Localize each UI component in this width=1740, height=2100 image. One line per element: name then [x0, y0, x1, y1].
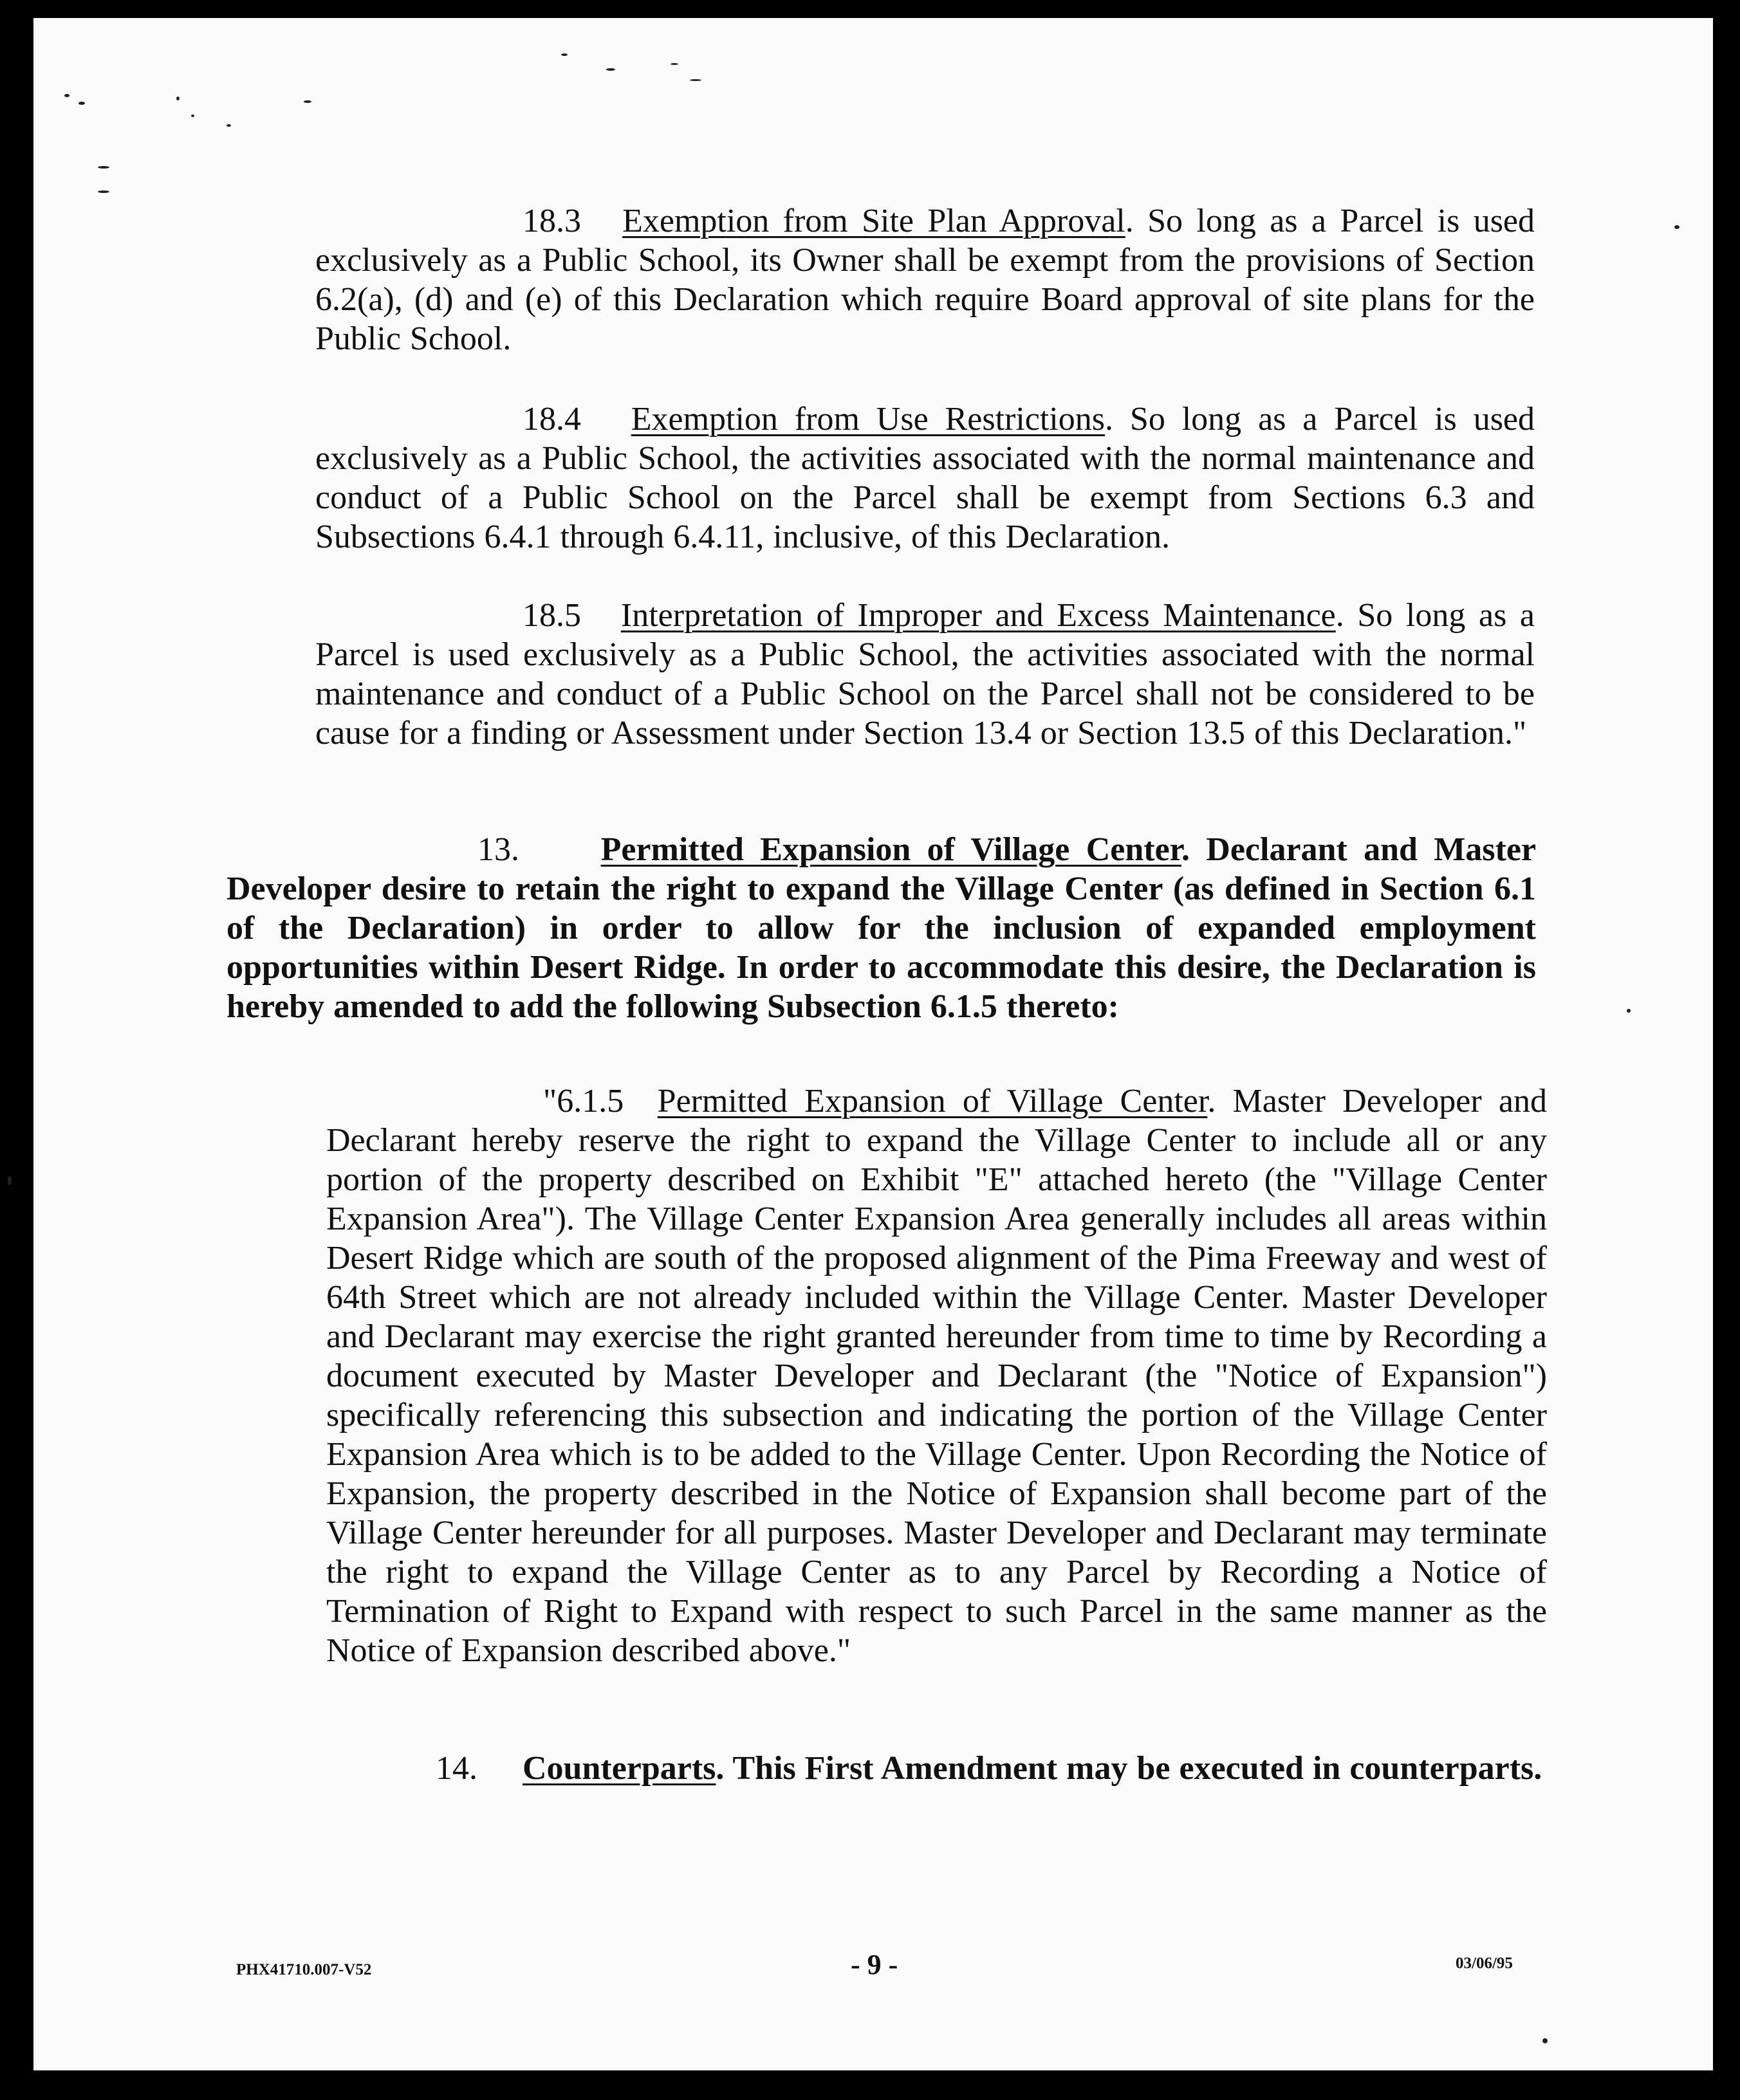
section-body: . So long as a Parcel is used exclusively as a Public School, the activities associated with the normal maintenance and conduct of a Public School on the Parcel shall not be considered to be cause for a finding or Assessment under Section 13.4 or Section 13.5 of this Declaration." [315, 597, 1535, 751]
section-number: 18.4 [523, 401, 581, 438]
section-body: . So long as a Parcel is used exclusively as a Public School, its Owner shall be exempt from the provisions of Section 6.2(a), (d) and (e) of this Declaration which require Board approval of site plans for the Public School. [315, 203, 1535, 357]
scan-speck [227, 124, 231, 127]
section-heading: Permitted Expansion of Village Center [657, 1083, 1208, 1119]
section-number: 14. [436, 1750, 477, 1787]
document-page [33, 18, 1713, 2070]
scan-speck [1627, 1009, 1631, 1013]
section-heading: Permitted Expansion of Village Center [600, 831, 1181, 868]
section-heading: Exemption from Site Plan Approval [622, 203, 1125, 239]
subsection-6-1-5 [326, 1082, 1547, 1670]
section-body: . So long as a Parcel is used exclusively as a Public School, the activities associated with the normal maintenance and conduct of a Public School on the Parcel shall be exempt from Sections 6.3 and Subsections 6.4.1 through 6.4.11, inclusive, of this Declaration. [315, 401, 1535, 555]
section-body: . This First Amendment may be executed in counterparts. [716, 1750, 1542, 1787]
page-number: - 9 - [851, 1949, 898, 1980]
section-heading: Exemption from Use Restrictions [631, 401, 1105, 438]
section-18-3 [315, 201, 1535, 358]
section-number: 18.3 [523, 203, 581, 239]
scan-speck [191, 115, 194, 117]
scan-speck [176, 97, 180, 100]
section-14 [227, 1749, 1549, 1788]
document-date: 03/06/95 [1456, 1955, 1513, 1972]
document-id: PHX41710.007-V52 [236, 1961, 372, 1978]
scan-speck [304, 100, 311, 103]
section-body: . Declarant and Master Developer desire to retain the right to expand the Village Center (as defined in Section 6.1 of the Declaration) in order to allow for the inclusion of expanded employment opportunities within Desert Ridge. In order to accommodate this desire, the Declaration is hereby amended to add the following Subsection 6.1.5 thereto: [227, 831, 1537, 1025]
section-heading: Counterparts [523, 1750, 716, 1787]
section-body: . Master Developer and Declarant hereby reserve the right to expand the Village Center to include all or any portion of the property described on Exhibit "E" attached hereto (the "Village Center Expansion Area"). The Village Center Expansion Area generally includes all areas within Desert Ridge which are south of the proposed alignment of the Pima Freeway and west of 64th Street which are not already included within the Village Center. Master Developer and Declarant may exercise the right granted hereunder from time to time by Recording a document executed by Master Developer and Declarant (the "Notice of Expansion") specifically referencing this subsection and indicating the portion of the Village Center Expansion Area which is to be added to the Village Center. Upon Recording the Notice of Expansion, the property described in the Notice of Expansion shall become part of the Village Center hereunder for all purposes. Master Developer and Declarant may terminate the right to expand the Village Center as to any Parcel by Recording a Notice of Termination of Right to Expand with respect to such Parcel in the same manner as the Notice of Expansion described above." [326, 1083, 1547, 1669]
section-number: 13. [477, 831, 519, 868]
scan-speck [8, 1176, 12, 1185]
scan-speck [79, 102, 85, 105]
section-18-5 [315, 596, 1535, 753]
scan-speck [606, 68, 615, 71]
section-number: "6.1.5 [543, 1083, 624, 1119]
scan-speck [64, 94, 69, 97]
scan-speck [561, 53, 568, 56]
section-heading: Interpretation of Improper and Excess Maintenance [620, 597, 1336, 634]
section-13 [227, 830, 1536, 1026]
scan-speck [1542, 2038, 1548, 2043]
scan-speck [671, 63, 678, 65]
scan-speck [98, 190, 109, 193]
section-number: 18.5 [523, 597, 581, 634]
scan-speck [98, 166, 109, 169]
section-18-4 [315, 400, 1535, 557]
scan-speck [690, 79, 701, 81]
scan-speck [1674, 225, 1680, 229]
